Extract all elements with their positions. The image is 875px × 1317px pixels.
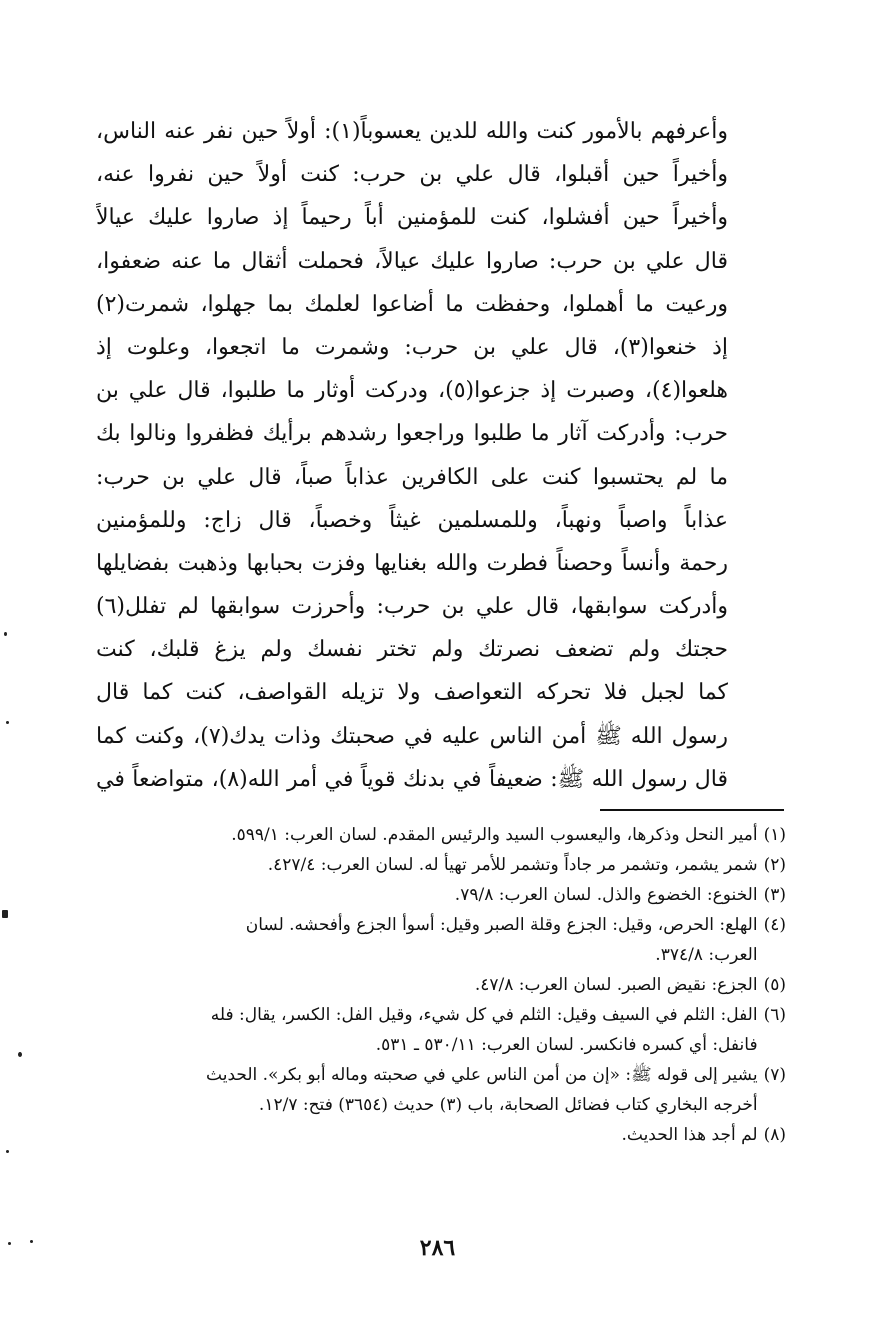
text-line: حرب: وأدركت آثار ما طلبوا وراجعوا رشدهم برأيك فظفروا ونالوا بك (96, 421, 728, 447)
footnote-text: الهلع: الحرص، وقيل: الجزع وقلة الصبر وقيل: أسوأ الجزع وأفحشه. لسان (245, 915, 758, 935)
text-line: ورعيت ما أهملوا، وحفظت ما أضاعوا لعلمك بما جهلوا، شمرت(٢) (96, 291, 728, 317)
footnote-text: شمر يشمر، وتشمر مر جاداً وتشمر للأمر تهيأ له. لسان العرب: ٤٢٧/٤. (267, 855, 758, 875)
footnote-7 (100, 1060, 786, 1120)
scan-speck (4, 632, 7, 636)
scan-speck (30, 1240, 33, 1243)
main-text (96, 110, 728, 801)
footnote-text: فانفل: أي كسره فانكسر. لسان العرب: ٥٣٠/١١ ـ ٥٣١. (375, 1035, 758, 1055)
footnote-number: (٤) (763, 915, 786, 935)
text-line: وأدركت سوابقها، قال علي بن حرب: وأحرزت سوابقها لم تفلل(٦) (96, 594, 728, 620)
text-line: قال علي بن حرب: صاروا عليك عيالاً، فحملت أثقال ما عنه ضعفوا، (96, 248, 728, 274)
text-line: وأخيراً حين أفشلوا، كنت للمؤمنين أباً رحيماً إذ صاروا عليك عيالاً (96, 205, 728, 231)
scan-speck (6, 1150, 9, 1153)
footnote-8 (100, 1120, 786, 1150)
text-line: وأخيراً حين أقبلوا، قال علي بن حرب: كنت أولاً حين نفروا عنه، (96, 162, 728, 188)
footnote-number: (١) (763, 825, 786, 845)
footnote-text: الفل: الثلم في السيف وقيل: الثلم في كل شيء، وقيل الفل: الكسر، يقال: فله (210, 1005, 758, 1025)
footnote-3 (100, 880, 786, 910)
text-line: رسول الله ﷺ أمن الناس عليه في صحبتك وذات يدك(٧)، وكنت كما (96, 723, 728, 749)
footnote-5 (100, 970, 786, 1000)
text-line: حجتك ولم تضعف نصرتك ولم تختر نفسك ولم يزغ قلبك، كنت (96, 637, 728, 663)
text-line: عذاباً واصباً ونهباً، وللمسلمين غيثاً وخصباً، قال زاج: وللمؤمنين (96, 507, 728, 533)
footnote-2 (100, 850, 786, 880)
footnote-number: (٥) (763, 975, 786, 995)
text-line: هلعوا(٤)، وصبرت إذ جزعوا(٥)، ودركت أوثار ما طلبوا، قال علي بن (96, 378, 728, 404)
text-line: قال رسول الله ﷺ: ضعيفاً في بدنك قوياً في أمر الله(٨)، متواضعاً في (96, 766, 728, 792)
text-line: ما لم يحتسبوا كنت على الكافرين عذاباً صباً، قال علي بن حرب: (96, 464, 728, 490)
scan-speck (18, 1052, 22, 1057)
footnote-number: (٣) (763, 885, 786, 905)
footnote-6 (100, 1000, 786, 1060)
footnote-number: (٨) (763, 1125, 786, 1145)
footnote-text: يشير إلى قوله ﷺ: «إن من أمن الناس علي في صحبته وماله أبو بكر». الحديث (206, 1065, 758, 1085)
text-line: كما لجبل فلا تحركه التعواصف ولا تزيله القواصف، كنت كما قال (96, 680, 728, 706)
text-line: رحمة وأنساً وحصناً فطرت والله بغنايها وفزت بحبابها وذهبت بفضايلها (96, 550, 728, 576)
footnote-text: لم أجد هذا الحديث. (621, 1125, 758, 1145)
footnote-1 (100, 820, 786, 850)
footnote-text: أمير النحل وذكرها، واليعسوب السيد والرئيس المقدم. لسان العرب: ٥٩٩/١. (231, 825, 758, 845)
footnote-text: الجزع: نقيض الصبر. لسان العرب: ٤٧/٨. (474, 975, 758, 995)
footnote-text: الخنوع: الخضوع والذل. لسان العرب: ٧٩/٨. (454, 885, 758, 905)
scan-speck (8, 1242, 11, 1245)
footnotes (100, 820, 786, 1150)
footnote-number: (٧) (763, 1065, 786, 1085)
footnote-divider (600, 809, 784, 811)
text-line: وأعرفهم بالأمور كنت والله للدين يعسوباً(١): أولاً حين نفر عنه الناس، (96, 119, 728, 144)
scan-speck (6, 721, 9, 724)
footnote-text: العرب: ٣٧٤/٨. (655, 945, 758, 965)
footnote-4 (100, 910, 786, 970)
text-line: إذ خنعوا(٣)، قال علي بن حرب: وشمرت ما اتجعوا، وعلوت إذ (96, 334, 728, 360)
page-number: ٢٨٦ (419, 1235, 456, 1261)
footnote-number: (٢) (763, 855, 786, 875)
footnote-text: أخرجه البخاري كتاب فضائل الصحابة، باب (٣) حديث (٣٦٥٤) فتح: ١٢/٧. (258, 1095, 758, 1115)
scan-speck (2, 910, 8, 918)
footnote-number: (٦) (763, 1005, 786, 1025)
